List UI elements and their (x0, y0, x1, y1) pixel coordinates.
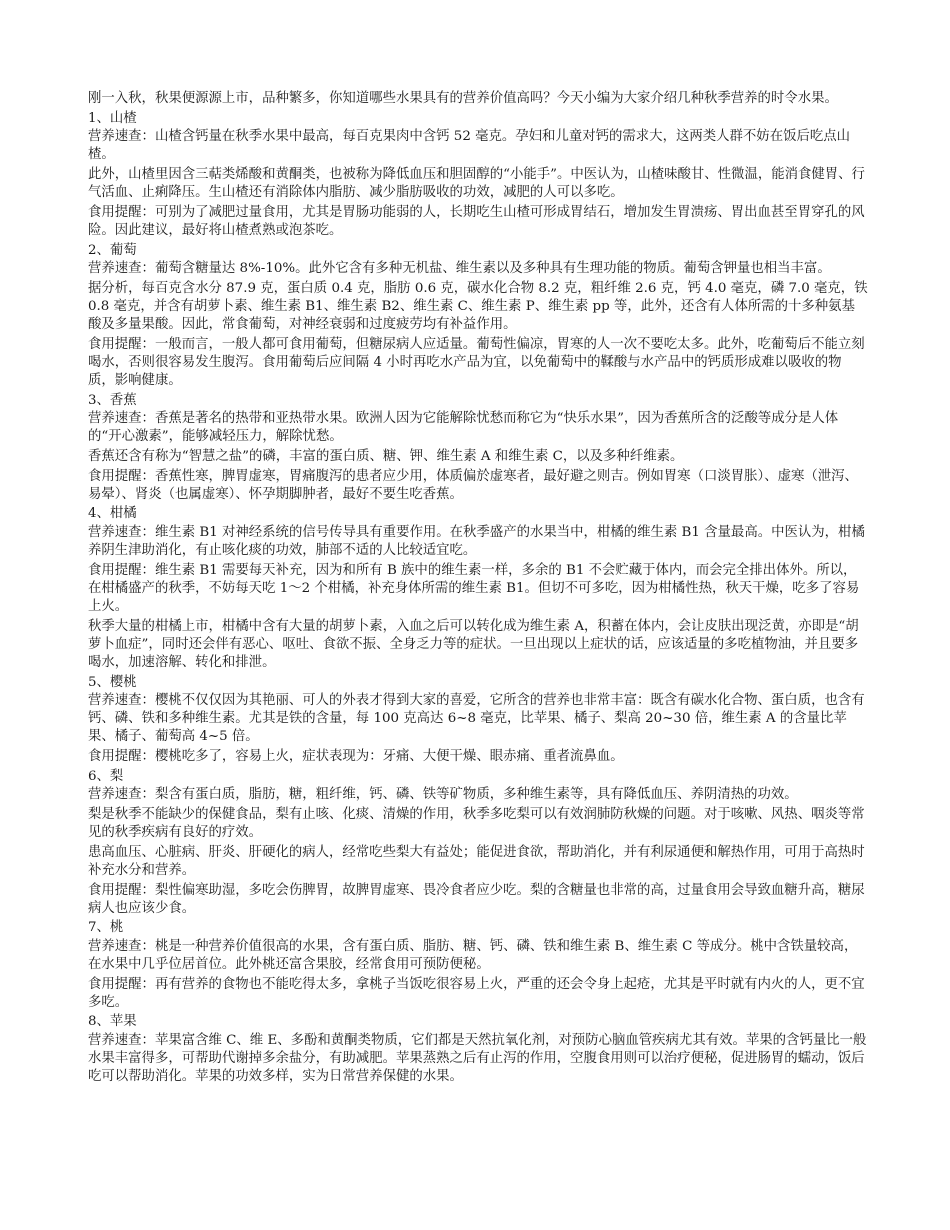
paragraph: 食用提醒：可别为了减肥过量食用，尤其是胃肠功能弱的人，长期吃生山楂可形成胃结石，增加发生胃溃疡、胃出血甚至胃穿孔的风险。因此建议，最好将山楂煮熟或泡茶吃。 (88, 204, 865, 238)
paragraph: 此外，山楂里因含三萜类烯酸和黄酮类，也被称为降低血压和胆固醇的“小能手”。中医认为，山楂味酸甘、性微温，能消食健胃、行气活血、止痢降压。生山楂还有消除体内脂肪、减少脂肪吸收的功效，减肥的人可以多吃。 (88, 166, 865, 201)
paragraph: 据分析，每百克含水分 87.9 克，蛋白质 0.4 克，脂肪 0.6 克，碳水化合物 8.2 克，粗纤维 2.6 克，钙 4.0 毫克，磷 7.0 毫克，铁 0.8 毫克，并含有胡萝卜素、维生素 B1、维生素 B2、维生素 C、维生素 P、维生素 pp 等，此外，还含有人体所需的十多种氨基酸及多量果酸。因此，常食葡萄，对神经衰弱和过度疲劳均有补益作用。 (88, 280, 868, 332)
section-heading: 7、桃 (88, 920, 124, 936)
paragraph: 患高血压、心脏病、肝炎、肝硬化的病人，经常吃些梨大有益处；能促进食欲，帮助消化，并有利尿通便和解热作用，可用于高热时补充水分和营养。 (88, 844, 865, 878)
section-heading: 2、葡萄 (88, 242, 137, 258)
paragraph: 营养速查：香蕉是著名的热带和亚热带水果。欧洲人因为它能解除忧愁而称它为“快乐水果”，因为香蕉所含的泛酸等成分是人体的“开心激素”，能够减轻压力，解除忧愁。 (88, 410, 839, 445)
paragraph: 食用提醒：香蕉性寒，脾胃虚寒，胃痛腹泻的患者应少用，体质偏於虚寒者，最好避之则吉。例如胃寒（口淡胃胀）、虚寒（泄泻、易晕）、肾炎（也属虚寒）、怀孕期脚肿者，最好不要生吃香蕉。 (88, 468, 858, 502)
section-heading: 3、香蕉 (88, 392, 137, 408)
paragraph: 营养速查：梨含有蛋白质，脂肪，糖，粗纤维，钙、磷、铁等矿物质，多种维生素等，具有降低血压、养阴清热的功效。 (88, 787, 798, 803)
paragraph: 梨是秋季不能缺少的保健食品，梨有止咳、化痰、清燥的作用，秋季多吃梨可以有效润肺防秋燥的问题。对于咳嗽、风热、咽炎等常见的秋季疾病有良好的疗效。 (88, 806, 865, 840)
paragraph: 食用提醒：樱桃吃多了，容易上火，症状表现为：牙痛、大便干燥、眼赤痛、重者流鼻血。 (88, 749, 624, 765)
section-heading: 4、柑橘 (88, 506, 137, 522)
section-heading: 6、梨 (88, 768, 124, 784)
paragraph: 食用提醒：再有营养的食物也不能吃得太多，拿桃子当饭吃很容易上火，严重的还会令身上起疮，尤其是平时就有内火的人，更不宜多吃。 (88, 976, 865, 1010)
paragraph: 刚一入秋，秋果便源源上市，品种繁多，你知道哪些水果具有的营养价值高吗？今天小编为大家介绍几种秋季营养的时令水果。 (88, 91, 838, 106)
paragraph: 营养速查：苹果富含维 C、维 E、多酚和黄酮类物质，它们都是天然抗氧化剂，对预防心脑血管疾病尤其有效。苹果的含钙量比一般水果丰富得多，可帮助代谢掉多余盐分，有助减肥。苹果蒸熟之后有止泻的作用，空腹食用则可以治疗便秘，促进肠胃的蠕动，饭后吃可以帮助消化。苹果的功效多样，实为日常营养保健的水果。 (88, 1032, 867, 1085)
paragraph: 营养速查：樱桃不仅仅因为其艳丽、可人的外表才得到大家的喜爱，它所含的营养也非常丰富：既含有碳水化合物、蛋白质，也含有钙、磷、铁和多种维生素。尤其是铁的含量，每 100 克高达 6~8 毫克，比苹果、橘子、梨高 20~30 倍，维生素 A 的含量比苹果、橘子、葡萄高 4~5 倍。 (88, 693, 865, 745)
section-heading: 1、山楂 (88, 110, 137, 126)
paragraph: 食用提醒：维生素 B1 需要每天补充，因为和所有 B 族中的维生素一样，多余的 B1 不会贮藏于体内，而会完全排出体外。所以，在柑橘盛产的秋季，不妨每天吃 1～2 个柑橘，补充身体所需的维生素 B1。但切不可多吃，因为柑橘性热，秋天干燥，吃多了容易上火。 (88, 562, 860, 614)
paragraph: 营养速查：维生素 B1 对神经系统的信号传导具有重要作用。在秋季盛产的水果当中，柑橘的维生素 B1 含量最高。中医认为，柑橘养阴生津助消化，有止咳化痰的功效，肺部不适的人比较适宜吃。 (88, 524, 865, 558)
section-heading: 5、樱桃 (88, 674, 137, 690)
article-body (88, 90, 868, 1088)
paragraph: 营养速查：山楂含钙量在秋季水果中最高，每百克果肉中含钙 52 毫克。孕妇和儿童对钙的需求大，这两类人群不妨在饭后吃点山楂。 (88, 128, 851, 163)
paragraph: 香蕉还含有称为“智慧之盐”的磷，丰富的蛋白质、糖、钾、维生素 A 和维生素 C，以及多种纤维素。 (88, 448, 684, 464)
section-heading: 8、苹果 (88, 1014, 137, 1030)
paragraph: 食用提醒：一般而言，一般人都可食用葡萄，但糖尿病人应适量。葡萄性偏凉，胃寒的人一次不要吃太多。此外，吃葡萄后不能立刻喝水，否则很容易发生腹泻。食用葡萄后应间隔 4 小时再吃水产品为宜，以免葡萄中的鞣酸与水产品中的钙质形成难以吸收的物质，影响健康。 (88, 336, 865, 389)
paragraph: 秋季大量的柑橘上市，柑橘中含有大量的胡萝卜素，入血之后可以转化成为维生素 A，积蓄在体内，会让皮肤出现泛黄，亦即是“胡萝卜血症”，同时还会伴有恶心、呕吐、食欲不振、全身乏力等的症状。一旦出现以上症状的话，应该适量的多吃植物油，并且要多喝水，加速溶解、转化和排泄。 (88, 618, 859, 671)
paragraph: 食用提醒：梨性偏寒助湿，多吃会伤脾胃，故脾胃虚寒、畏冷食者应少吃。梨的含糖量也非常的高，过量食用会导致血糖升高，糖尿病人也应该少食。 (88, 882, 865, 916)
paragraph: 营养速查：桃是一种营养价值很高的水果，含有蛋白质、脂肪、糖、钙、磷、铁和维生素 B、维生素 C 等成分。桃中含铁量较高，在水果中几乎位居首位。此外桃还富含果胶，经常食用可预防便秘。 (88, 938, 858, 972)
paragraph: 营养速查：葡萄含糖量达 8%-10%。此外它含有多种无机盐、维生素以及多种具有生理功能的物质。葡萄含钾量也相当丰富。 (88, 260, 831, 276)
